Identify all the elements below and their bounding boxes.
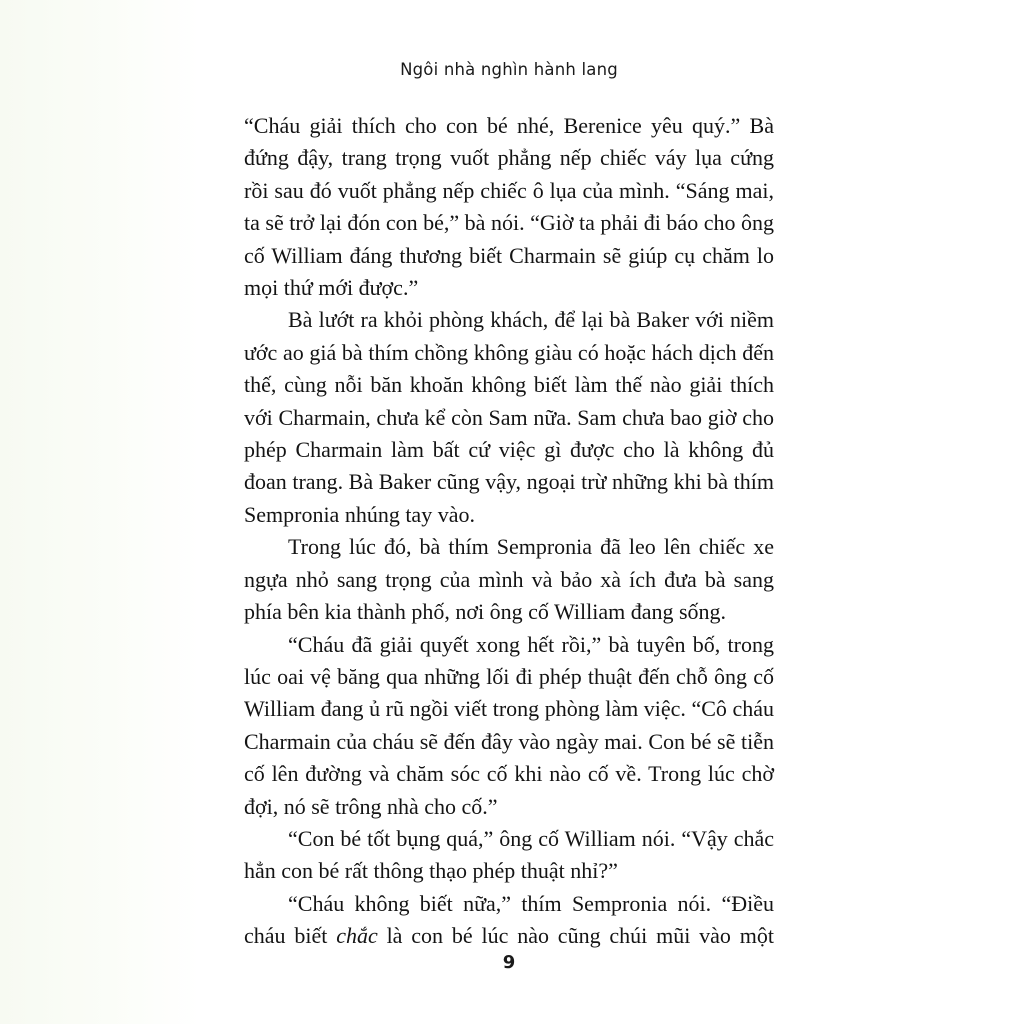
paragraph-6-text-after: là con bé lúc nào cũng chúi mũi vào một	[377, 923, 774, 949]
paragraph-2: Bà lướt ra khỏi phòng khách, để lại bà Baker với niềm ước ao giá bà thím chồng không giàu có hoặc hách dịch đến thế, cùng nỗi băn khoăn không biết làm thế nào giải thích với Charmain, chưa kể còn Sam nữa. Sam chưa bao giờ cho phép Charmain làm bất cứ việc gì được cho là không đủ đoan trang. Bà Baker cũng vậy, ngoại trừ những khi bà thím Sempronia nhúng tay vào.	[244, 307, 774, 527]
paragraph-6-emphasis: chắc	[336, 923, 378, 949]
page-body-text	[244, 110, 774, 953]
paragraph-1: “Cháu giải thích cho con bé nhé, Berenice yêu quý.” Bà đứng đậy, trang trọng vuốt phẳng nếp chiếc váy lụa cứng rồi sau đó vuốt phẳng nếp chiếc ô lụa của mình. “Sáng mai, ta sẽ trở lại đón con bé,” bà nói. “Giờ ta phải đi báo cho ông cố William đáng thương biết Charmain sẽ giúp cụ chăm lo mọi thứ mới được.”	[244, 113, 774, 301]
paragraph-3: Trong lúc đó, bà thím Sempronia đã leo lên chiếc xe ngựa nhỏ sang trọng của mình và bảo xà ích đưa bà sang phía bên kia thành phố, nơi ông cố William đang sống.	[244, 534, 774, 625]
running-header-title: Ngôi nhà nghìn hành lang	[400, 60, 618, 79]
paragraph-5: “Con bé tốt bụng quá,” ông cố William nói. “Vậy chắc hẳn con bé rất thông thạo phép thuật nhỉ?”	[244, 825, 774, 884]
page-number: 9	[502, 952, 516, 973]
paragraph-6	[244, 888, 774, 953]
page-gutter-shading	[0, 0, 200, 1024]
paragraph-4: “Cháu đã giải quyết xong hết rồi,” bà tuyên bố, trong lúc oai vệ băng qua những lối đi phép thuật đến chỗ ông cố William đang ủ rũ ngồi viết trong phòng làm việc. “Cô cháu Charmain của cháu sẽ đến đây vào ngày mai. Con bé sẽ tiễn cố lên đường và chăm sóc cố khi nào cố về. Trong lúc chờ đợi, nó sẽ trông nhà cho cố.”	[244, 631, 774, 819]
paragraph-6-text-before: “Cháu không biết nữa,” thím Sempronia nói. “Điều cháu biết	[244, 890, 774, 949]
